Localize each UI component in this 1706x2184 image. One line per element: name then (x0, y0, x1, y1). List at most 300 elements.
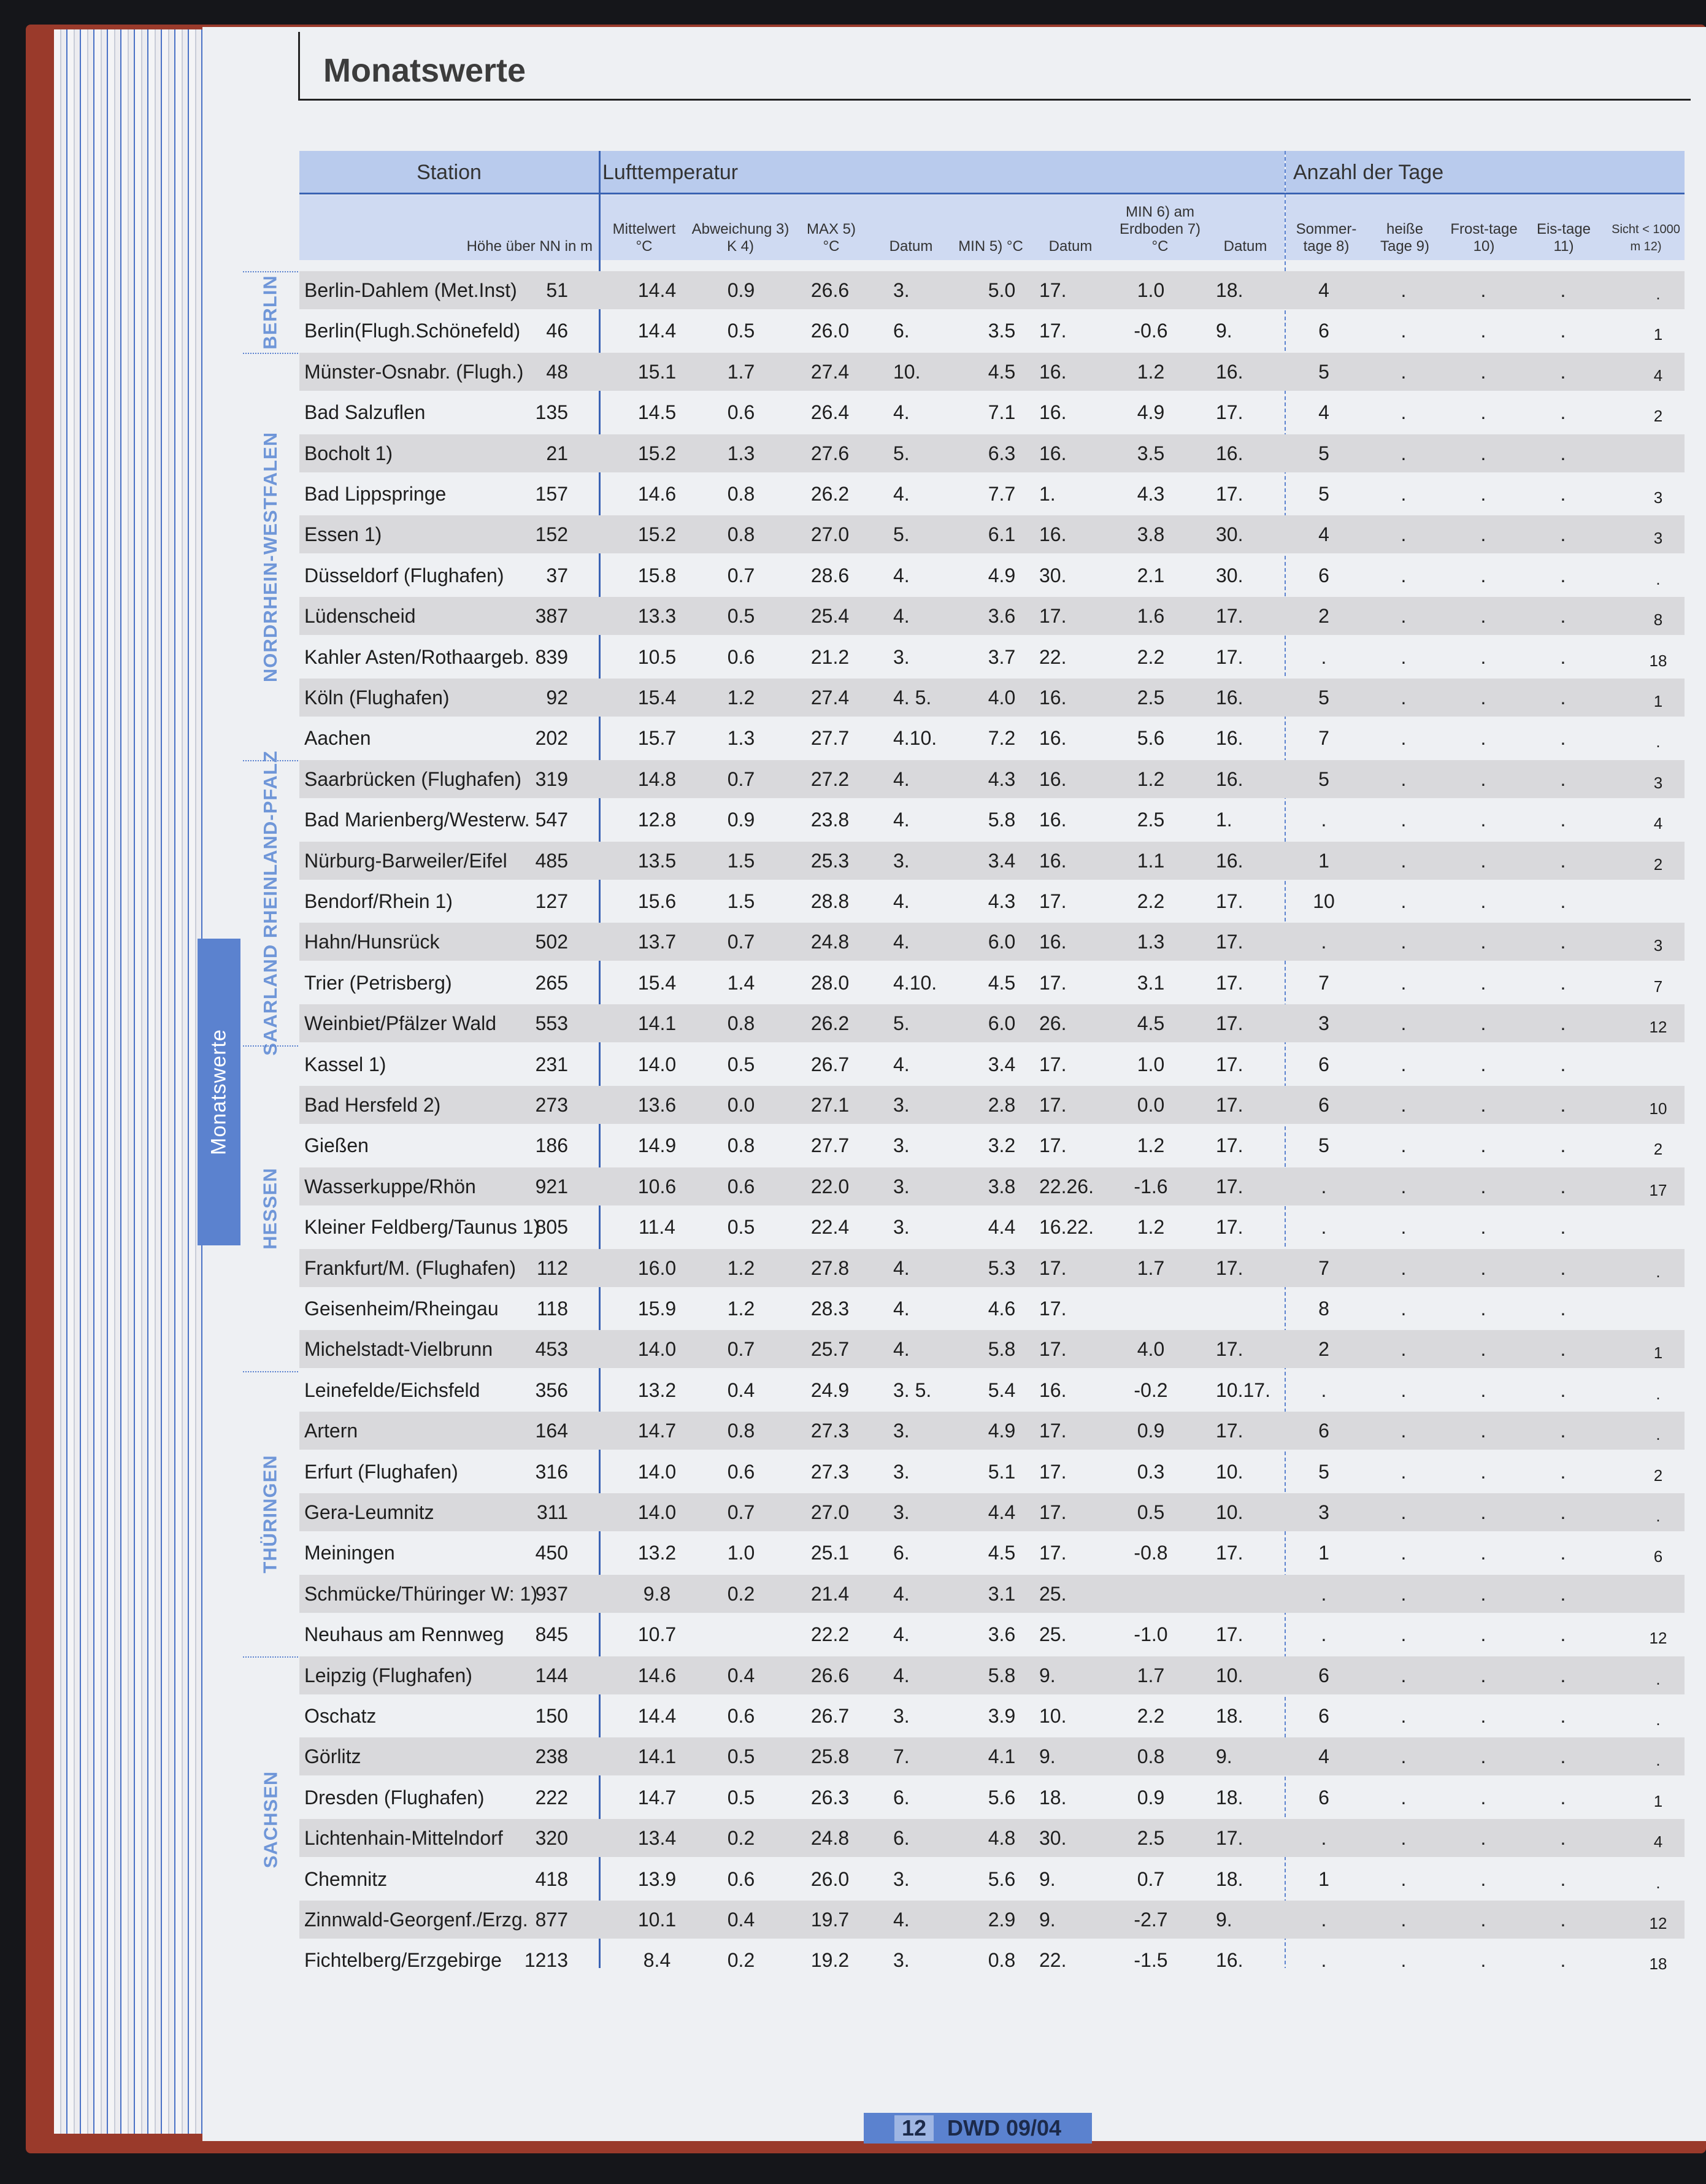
cell-mittel: 10.1 (637, 1909, 677, 1931)
cell-mittel: 14.0 (637, 1053, 677, 1075)
cell-datmax: 4. (893, 890, 910, 912)
table-row (299, 1819, 1685, 1857)
cell-max: 19.7 (810, 1909, 850, 1931)
cell-datmax: 3. (893, 1094, 910, 1116)
cell-eis: . (1560, 564, 1566, 586)
cell-hoehe: 805 (535, 1216, 568, 1239)
cell-datminerd: 10. (1216, 1460, 1243, 1483)
col-mittelwert: Mittelwert °C (612, 221, 676, 255)
cell-minerd: 2.2 (1137, 1705, 1165, 1727)
cell-datmax: 4. (893, 483, 910, 505)
cell-sicht (1643, 1578, 1673, 1617)
cell-sommer: . (1321, 1216, 1327, 1239)
cell-eis: . (1560, 1460, 1566, 1483)
cell-max: 27.0 (810, 523, 850, 546)
cell-minerd (1114, 1290, 1188, 1328)
cell-min: 5.6 (988, 1867, 1016, 1890)
table-row (299, 1167, 1685, 1205)
cell-abw: 0.8 (727, 1420, 755, 1442)
cell-datmin: 16. (1039, 1378, 1067, 1401)
cell-mittel: 14.0 (637, 1460, 677, 1483)
cell-minerd: 4.0 (1137, 1338, 1165, 1361)
cell-sicht: 1 (1653, 325, 1663, 344)
cell-sommer: 5 (1318, 1460, 1329, 1483)
cell-min: 5.1 (988, 1460, 1016, 1483)
cell-datmin: 9. (1039, 1909, 1056, 1931)
cell-min: 4.3 (988, 767, 1016, 790)
cell-sommer: 2 (1318, 605, 1329, 628)
cell-mittel: 14.1 (637, 1745, 677, 1768)
table-row (299, 312, 1685, 350)
cell-sommer: 8 (1318, 1298, 1329, 1320)
cell-mittel: 14.7 (637, 1420, 677, 1442)
cell-datmin: 16. (1039, 809, 1067, 831)
cell-datmin: 16.22. (1039, 1216, 1094, 1239)
cell-mittel: 11.4 (639, 1216, 675, 1239)
cell-eis: . (1560, 1786, 1566, 1809)
cell-max: 22.2 (810, 1623, 850, 1646)
cell-mittel: 13.5 (637, 849, 677, 872)
cell-datmin: 16. (1039, 767, 1067, 790)
cell-hoehe: 387 (535, 605, 568, 628)
cell-heiss: . (1401, 1094, 1407, 1116)
cell-abw (717, 1615, 766, 1653)
cell-mittel: 15.2 (637, 442, 677, 464)
side-tab[interactable] (198, 939, 240, 1245)
cell-heiss: . (1401, 360, 1407, 383)
cell-abw: 1.3 (727, 727, 755, 750)
cell-max: 25.1 (810, 1542, 850, 1564)
cell-hoehe: 921 (535, 1175, 568, 1198)
cell-name: Bad Hersfeld 2) (304, 1094, 441, 1116)
cell-hoehe: 238 (535, 1745, 568, 1768)
cell-mittel: 13.3 (637, 605, 677, 628)
cell-mittel: 13.9 (637, 1867, 677, 1890)
cell-name: Kleiner Feldberg/Taunus 1) (304, 1216, 540, 1239)
cell-name: Zinnwald-Georgenf./Erzg. (304, 1909, 528, 1931)
cell-hoehe: 135 (535, 401, 568, 424)
cell-frost: . (1480, 442, 1486, 464)
region-label (243, 1656, 298, 1982)
header-lufttemperatur: Lufttemperatur (600, 151, 1285, 194)
cell-heiss: . (1401, 1664, 1407, 1686)
cell-frost: . (1480, 1623, 1486, 1646)
cell-datmax: 6. (893, 1542, 910, 1564)
cell-abw: 1.5 (727, 849, 755, 872)
cell-heiss: . (1401, 1134, 1407, 1157)
cell-datminerd: 17. (1216, 605, 1243, 628)
cell-sicht: 12 (1649, 1914, 1667, 1932)
cell-name: Dresden (Flughafen) (304, 1786, 485, 1809)
cell-mittel: 15.7 (637, 727, 677, 750)
region-label-text: SAARLAND RHEINLAND-PFALZ (259, 750, 281, 1056)
cell-sicht: 2 (1653, 407, 1663, 426)
cell-sicht: . (1656, 1262, 1661, 1281)
cell-eis: . (1560, 1909, 1566, 1931)
cell-name: Münster-Osnabr. (Flugh.) (304, 360, 524, 383)
cell-sicht: 2 (1653, 1466, 1663, 1485)
cell-min: 3.6 (988, 605, 1016, 628)
cell-abw: 0.4 (727, 1909, 755, 1931)
table-row (299, 597, 1685, 635)
cell-minerd: 0.0 (1137, 1094, 1165, 1116)
cell-mittel: 15.1 (637, 360, 677, 383)
cell-abw: 0.8 (727, 523, 755, 546)
cell-heiss: . (1401, 931, 1407, 953)
table-row (299, 1575, 1685, 1613)
cell-min: 4.5 (988, 1542, 1016, 1564)
cell-datminerd: 18. (1216, 279, 1243, 301)
cell-datmax: 4.10. (893, 971, 937, 994)
cell-min: 3.2 (988, 1134, 1016, 1157)
cell-datmin: 10. (1039, 1705, 1067, 1727)
cell-frost: . (1480, 1053, 1486, 1075)
cell-frost: . (1480, 523, 1486, 546)
cell-frost: . (1480, 320, 1486, 342)
cell-sicht: 7 (1653, 977, 1663, 996)
cell-frost: . (1480, 1094, 1486, 1116)
cell-frost: . (1480, 1420, 1486, 1442)
cell-datmax: 4. (893, 931, 910, 953)
cell-min: 6.0 (988, 931, 1016, 953)
cell-minerd: -1.5 (1134, 1949, 1168, 1972)
cell-abw: 0.2 (727, 1582, 755, 1605)
cell-sommer: 4 (1318, 523, 1329, 546)
cell-datmin: 16. (1039, 360, 1067, 383)
cell-eis: . (1560, 483, 1566, 505)
cell-sommer: 5 (1318, 442, 1329, 464)
cell-datminerd: 18. (1216, 1786, 1243, 1809)
cell-heiss: . (1401, 401, 1407, 424)
cell-sicht (1643, 886, 1673, 924)
cell-sommer: 6 (1318, 320, 1329, 342)
region-label-text: SACHSEN (259, 1771, 281, 1869)
cell-min: 7.2 (988, 727, 1016, 750)
cell-abw: 0.5 (727, 1053, 755, 1075)
cell-datmax: 5. (893, 523, 910, 546)
cell-sommer: 6 (1318, 1664, 1329, 1686)
cell-abw: 1.4 (727, 971, 755, 994)
cell-max: 27.3 (810, 1460, 850, 1483)
cell-datmin: 17. (1039, 1420, 1067, 1442)
title-box (298, 32, 1691, 101)
cell-mittel: 14.1 (637, 1012, 677, 1035)
cell-min: 5.8 (988, 1664, 1016, 1686)
cell-mittel: 15.2 (637, 523, 677, 546)
cell-datmin: 17. (1039, 605, 1067, 628)
cell-minerd: 3.5 (1137, 442, 1165, 464)
cell-max: 24.8 (810, 1827, 850, 1850)
cell-abw: 0.4 (727, 1378, 755, 1401)
table-row (299, 719, 1685, 757)
cell-eis: . (1560, 1175, 1566, 1198)
cell-eis: . (1560, 605, 1566, 628)
cell-name: Berlin-Dahlem (Met.Inst) (304, 279, 517, 301)
cell-max: 21.4 (810, 1582, 850, 1605)
cell-heiss: . (1401, 1501, 1407, 1523)
table-row (299, 882, 1685, 920)
cell-heiss: . (1401, 645, 1407, 668)
table-row (299, 1290, 1685, 1328)
cell-frost: . (1480, 1664, 1486, 1686)
cell-eis: . (1560, 686, 1566, 709)
cell-heiss: . (1401, 890, 1407, 912)
table-row (299, 842, 1685, 880)
cell-mittel: 10.6 (637, 1175, 677, 1198)
cell-hoehe: 418 (535, 1867, 568, 1890)
cell-sommer: 1 (1318, 849, 1329, 872)
cell-hoehe: 502 (535, 931, 568, 953)
cell-hoehe: 311 (536, 1501, 568, 1523)
cell-datminerd: 17. (1216, 1256, 1243, 1279)
region-label-text: THÜRINGEN (259, 1455, 281, 1574)
cell-mittel: 16.0 (637, 1256, 677, 1279)
cell-datmax: 3. (893, 1705, 910, 1727)
cell-name: Frankfurt/M. (Flughafen) (304, 1256, 516, 1279)
cell-datminerd: 17. (1216, 971, 1243, 994)
cell-name: Erfurt (Flughafen) (304, 1460, 458, 1483)
cell-sicht: 4 (1653, 366, 1663, 385)
cell-datmin: 17. (1039, 971, 1067, 994)
cell-minerd: -0.6 (1134, 320, 1168, 342)
cell-datmax: 3. (893, 279, 910, 301)
cell-heiss: . (1401, 442, 1407, 464)
cell-min: 5.0 (988, 279, 1016, 301)
cell-max: 26.0 (810, 1867, 850, 1890)
cell-mittel: 14.4 (637, 320, 677, 342)
cell-name: Artern (304, 1420, 358, 1442)
cell-max: 27.8 (810, 1256, 850, 1279)
cell-hoehe: 1213 (524, 1949, 568, 1972)
cell-name: Görlitz (304, 1745, 361, 1768)
cell-name: Meiningen (304, 1542, 395, 1564)
cell-datmin: 18. (1039, 1786, 1067, 1809)
cell-minerd: 2.1 (1137, 564, 1165, 586)
cell-frost: . (1480, 1582, 1486, 1605)
cell-datminerd: 16. (1216, 727, 1243, 750)
cell-datminerd: 16. (1216, 686, 1243, 709)
cell-datmax: 3. (893, 1216, 910, 1239)
cell-frost: . (1480, 1949, 1486, 1972)
cell-minerd: 0.9 (1137, 1420, 1165, 1442)
cell-datminerd: 17. (1216, 1175, 1243, 1198)
cell-eis: . (1560, 442, 1566, 464)
cell-frost: . (1480, 1542, 1486, 1564)
region-label (243, 1045, 298, 1371)
col-datum-max: Datum (889, 238, 933, 255)
cell-sommer: 6 (1318, 564, 1329, 586)
cell-minerd: 2.2 (1137, 890, 1165, 912)
cell-hoehe: 845 (535, 1623, 568, 1646)
cell-sicht: . (1656, 569, 1661, 588)
cell-mittel: 8.4 (643, 1949, 671, 1972)
cell-max: 26.0 (810, 320, 850, 342)
cell-sicht (1643, 1212, 1673, 1250)
cell-sicht: . (1656, 1425, 1661, 1444)
cell-frost: . (1480, 809, 1486, 831)
cell-sicht (1643, 1049, 1673, 1087)
cell-eis: . (1560, 1256, 1566, 1279)
cell-datmin: 9. (1039, 1867, 1056, 1890)
table-row (299, 515, 1685, 553)
cell-sicht (1643, 1293, 1673, 1331)
cell-datmin: 1. (1039, 483, 1056, 505)
cell-sommer: . (1321, 1582, 1327, 1605)
cell-sicht: 3 (1653, 773, 1663, 792)
cell-eis: . (1560, 1338, 1566, 1361)
cell-minerd: 0.8 (1137, 1745, 1165, 1768)
region-label (243, 353, 298, 760)
cell-max: 27.1 (810, 1094, 850, 1116)
cell-hoehe: 144 (535, 1664, 568, 1686)
cell-abw: 0.7 (727, 931, 755, 953)
cell-minerd: 4.5 (1137, 1012, 1165, 1035)
cell-abw: 1.2 (727, 1256, 755, 1279)
cell-datmin: 17. (1039, 1134, 1067, 1157)
cell-sicht: 12 (1649, 1018, 1667, 1037)
cell-minerd: 1.7 (1137, 1256, 1165, 1279)
cell-max: 27.7 (810, 1134, 850, 1157)
cell-datminerd: 17. (1216, 1094, 1243, 1116)
cell-max: 23.8 (810, 809, 850, 831)
table-row (299, 1493, 1685, 1531)
cell-datmax: 7. (893, 1745, 910, 1768)
cell-datmin: 17. (1039, 1298, 1067, 1320)
cell-eis: . (1560, 1867, 1566, 1890)
cell-frost: . (1480, 1705, 1486, 1727)
cell-max: 26.2 (810, 483, 850, 505)
cell-datmin: 17. (1039, 1338, 1067, 1361)
cell-minerd: 2.2 (1137, 645, 1165, 668)
cell-datminerd: 17. (1216, 890, 1243, 912)
cell-datmax: 3. (893, 1420, 910, 1442)
cell-abw: 1.3 (727, 442, 755, 464)
cell-heiss: . (1401, 320, 1407, 342)
cell-datminerd: 17. (1216, 1012, 1243, 1035)
cell-frost: . (1480, 1338, 1486, 1361)
cell-name: Oschatz (304, 1705, 377, 1727)
table-row (299, 1004, 1685, 1042)
cell-max: 26.7 (810, 1053, 850, 1075)
cell-mittel: 14.4 (637, 279, 677, 301)
table-row (299, 760, 1685, 798)
cell-minerd: 1.1 (1137, 849, 1165, 872)
cell-sicht: 8 (1653, 610, 1663, 629)
cell-eis: . (1560, 1949, 1566, 1972)
cell-datmin: 17. (1039, 1256, 1067, 1279)
cell-datmin: 22.26. (1039, 1175, 1094, 1198)
cell-minerd (1114, 1575, 1188, 1613)
cell-datmin: 16. (1039, 442, 1067, 464)
cell-datminerd: 17. (1216, 1623, 1243, 1646)
cell-minerd: 5.6 (1137, 727, 1165, 750)
table-row (299, 353, 1685, 391)
cell-minerd: 1.2 (1137, 1134, 1165, 1157)
cell-sommer: 7 (1318, 727, 1329, 750)
cell-abw: 0.7 (727, 1338, 755, 1361)
cell-datminerd: 17. (1216, 1134, 1243, 1157)
cell-mittel: 12.8 (637, 809, 677, 831)
cell-datmin: 16. (1039, 727, 1067, 750)
cell-datmin: 17. (1039, 320, 1067, 342)
cell-datmin: 17. (1039, 1542, 1067, 1564)
cell-sicht: . (1656, 1669, 1661, 1688)
cell-sommer: 5 (1318, 483, 1329, 505)
cell-eis: . (1560, 1298, 1566, 1320)
col-eistage: Eis-tage 11) (1536, 221, 1591, 255)
cell-datmin: 16. (1039, 849, 1067, 872)
cell-sicht: 18 (1649, 1955, 1667, 1974)
cell-datmin: 16. (1039, 523, 1067, 546)
cell-max: 27.6 (810, 442, 850, 464)
cell-min: 5.8 (988, 1338, 1016, 1361)
cell-sicht: 4 (1653, 814, 1663, 833)
cell-frost: . (1480, 1134, 1486, 1157)
cell-name: Bad Marienberg/Westerw. (304, 809, 530, 831)
cell-abw: 0.9 (727, 279, 755, 301)
cell-hoehe: 152 (535, 523, 568, 546)
cell-hoehe: 547 (535, 809, 568, 831)
cell-name: Gießen (304, 1134, 369, 1157)
cell-mittel: 9.8 (643, 1582, 671, 1605)
cell-name: Leinefelde/Eichsfeld (304, 1378, 480, 1401)
cell-datminerd: 18. (1216, 1705, 1243, 1727)
cell-datmax: 5. (893, 442, 910, 464)
cell-frost: . (1480, 1501, 1486, 1523)
cell-min: 3.9 (988, 1705, 1016, 1727)
cell-datminerd: 17. (1216, 401, 1243, 424)
table-row (299, 1737, 1685, 1775)
cell-sommer: 4 (1318, 401, 1329, 424)
cell-max: 27.0 (810, 1501, 850, 1523)
cell-frost: . (1480, 1460, 1486, 1483)
cell-max: 24.9 (810, 1378, 850, 1401)
region-label-text: BERLIN (259, 275, 282, 350)
cell-eis: . (1560, 401, 1566, 424)
cell-datmax: 4. (893, 1298, 910, 1320)
cell-datmax: 4. 5. (893, 686, 932, 709)
cell-frost: . (1480, 971, 1486, 994)
cell-min: 3.7 (988, 645, 1016, 668)
cell-heiss: . (1401, 1216, 1407, 1239)
cell-heiss: . (1401, 849, 1407, 872)
col-datum-min: Datum (1048, 238, 1093, 255)
cell-frost: . (1480, 767, 1486, 790)
table-row (299, 1534, 1685, 1572)
cell-sicht: . (1656, 1751, 1661, 1770)
cell-abw: 1.5 (727, 890, 755, 912)
cell-heiss: . (1401, 1298, 1407, 1320)
cell-eis: . (1560, 849, 1566, 872)
cell-min: 4.1 (988, 1745, 1016, 1768)
cell-hoehe: 265 (535, 971, 568, 994)
table-row (299, 1697, 1685, 1735)
cell-name: Michelstadt-Vielbrunn (304, 1338, 493, 1361)
cell-min: 4.0 (988, 686, 1016, 709)
table-row (299, 1901, 1685, 1939)
cell-abw: 0.5 (727, 1745, 755, 1768)
cell-max: 26.7 (810, 1705, 850, 1727)
cell-minerd: -0.8 (1134, 1542, 1168, 1564)
cell-name: Trier (Petrisberg) (304, 971, 452, 994)
cell-sommer: 6 (1318, 1094, 1329, 1116)
region-label (243, 271, 298, 353)
cell-hoehe: 186 (535, 1134, 568, 1157)
cell-frost: . (1480, 645, 1486, 668)
cell-heiss: . (1401, 1909, 1407, 1931)
cell-datmax: 4. (893, 767, 910, 790)
table-row (299, 434, 1685, 472)
